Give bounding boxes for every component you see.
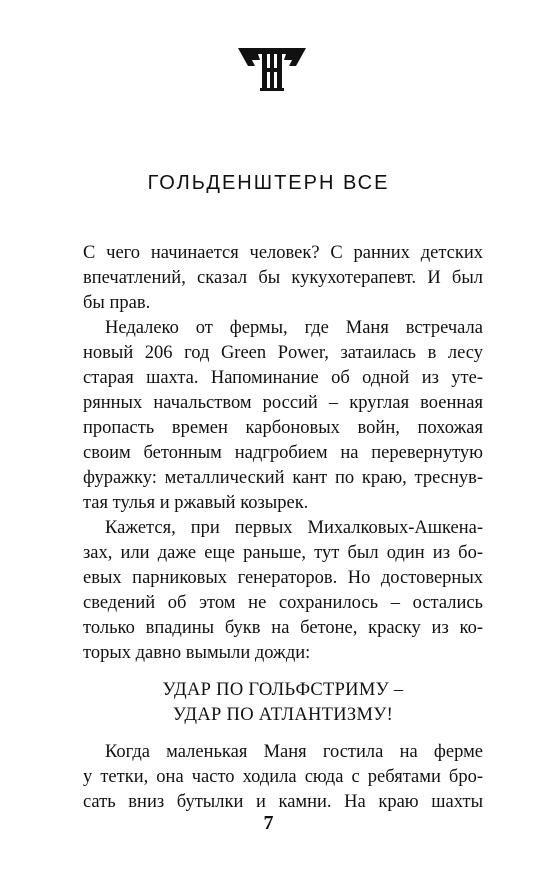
- text-line: бы прав.: [83, 293, 151, 313]
- text-line: у тетки, она часто ходила сюда с ребятами бро-: [83, 767, 483, 787]
- body-text: [83, 241, 483, 815]
- text-line: Кажется, при первых Михалковых-Ашкена-: [105, 518, 483, 538]
- text-line: Когда маленькая Маня гостила на ферме: [105, 742, 483, 762]
- paragraph-1: [83, 241, 483, 316]
- text-line: тая тулья и ржавый козырек.: [83, 493, 309, 513]
- text-line: только впадины букв на бетоне, краску из ко-: [83, 618, 483, 638]
- winged-monogram-icon: [236, 44, 308, 94]
- text-line: торых давно вымыли дожди:: [83, 643, 311, 663]
- paragraph-3: [83, 516, 483, 666]
- text-line: Недалеко от фермы, где Маня встречала: [105, 318, 483, 338]
- text-line: сведений об этом не сохранилось – остались: [83, 593, 483, 613]
- text-line: рянных начальством россий – круглая военная: [83, 393, 483, 413]
- text-line: фуражку: металлический кант по краю, треснув-: [83, 468, 483, 488]
- page-number: 7: [263, 812, 274, 834]
- text-line: пропасть времен карбоновых войн, похожая: [83, 418, 483, 438]
- slogan: [83, 678, 483, 728]
- slogan-line: УДАР ПО ГОЛЬФСТРИМУ –: [162, 680, 404, 700]
- text-line: старая шахта. Напоминание об одной из уте-: [83, 368, 483, 388]
- text-line: евых парниковых генераторов. Но достоверных: [83, 568, 483, 588]
- slogan-line: УДАР ПО АТЛАНТИЗМУ!: [172, 705, 394, 725]
- paragraph-4: [83, 740, 483, 815]
- text-line: своим бетонным надгробием на перевернутую: [83, 443, 483, 463]
- text-line: зах, или даже еще раньше, тут был один из бо-: [83, 543, 483, 563]
- paragraph-2: [83, 316, 483, 516]
- chapter-title: ГОЛЬДЕНШТЕРН ВСЕ: [147, 172, 390, 194]
- text-line: сать вниз бутылки и камни. На краю шахты: [83, 792, 483, 812]
- text-line: С чего начинается человек? С ранних детских: [83, 243, 483, 263]
- text-line: впечатлений, сказал бы кукухотерапевт. И был: [83, 268, 483, 288]
- text-line: новый 206 год Green Power, затаилась в лесу: [83, 343, 483, 363]
